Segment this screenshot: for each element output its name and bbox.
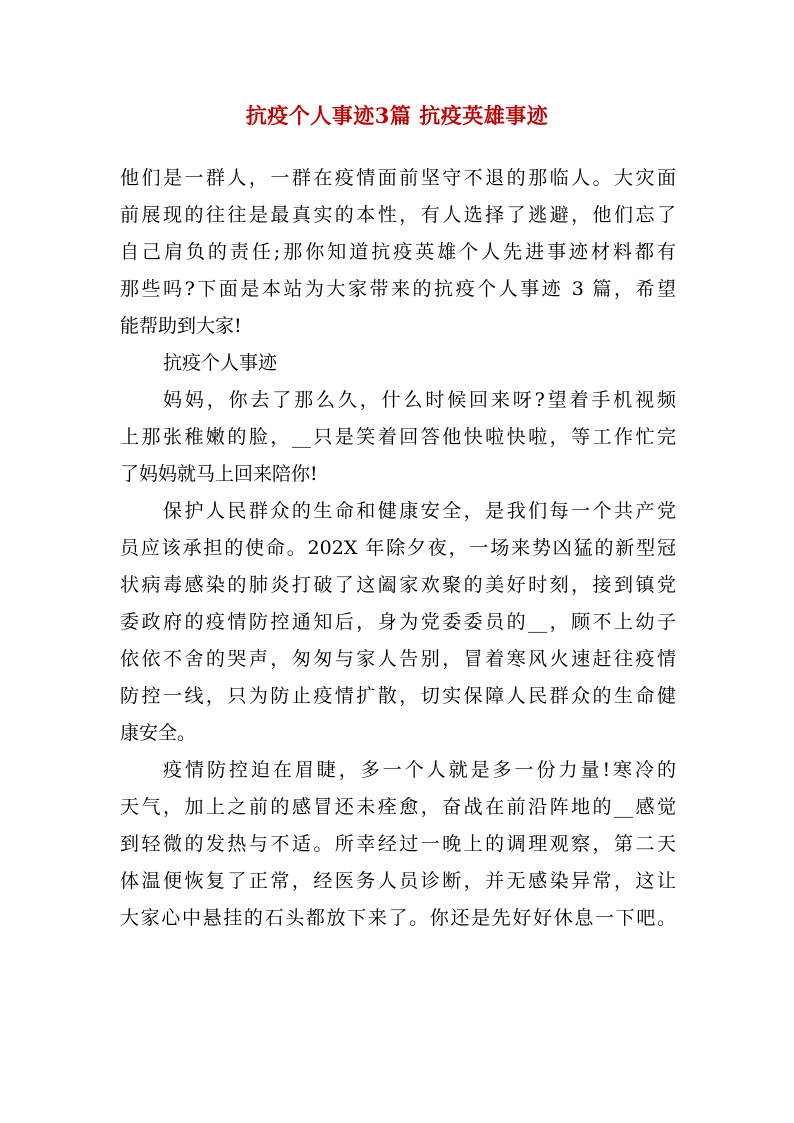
paragraph-line: 防控一线，只为防止疫情扩散，切实保障人民群众的生命健	[120, 685, 676, 707]
paragraph-line: 依依不舍的哭声，匆匆与家人告别，冒着寒风火速赶往疫情	[120, 648, 676, 670]
paragraph-line: 那些吗?下面是本站为大家带来的抗疫个人事迹 3 篇，希望	[120, 278, 676, 300]
paragraph-first-line: 抗疫个人事迹	[163, 352, 278, 374]
paragraph-line: 到轻微的发热与不适。所幸经过一晚上的调理观察，第二天	[120, 833, 676, 855]
paragraph-line: 委政府的疫情防控通知后，身为党委委员的__，顾不上幼子	[120, 611, 676, 633]
document-title: 抗疫个人事迹3篇 抗疫英雄事迹	[245, 103, 549, 128]
paragraph-line: 前展现的往往是最真实的本性，有人选择了逃避，他们忘了	[120, 204, 676, 226]
paragraph-line: 了妈妈就马上回来陪你!	[120, 463, 318, 485]
paragraph-line: 上那张稚嫩的脸，__只是笑着回答他快啦快啦，等工作忙完	[120, 426, 676, 448]
paragraph-line: 能帮助到大家!	[120, 315, 242, 337]
paragraph-line: 自己肩负的责任;那你知道抗疫英雄个人先进事迹材料都有	[120, 241, 676, 263]
paragraph-first-line: 妈妈，你去了那么久，什么时候回来呀?望着手机视频	[163, 389, 676, 411]
paragraph-line: 体温便恢复了正常，经医务人员诊断，并无感染异常，这让	[120, 870, 676, 892]
paragraph-first-line: 疫情防控迫在眉睫，多一个人就是多一份力量!寒冷的	[163, 759, 676, 781]
paragraph-line: 大家心中悬挂的石头都放下来了。你还是先好好休息一下吧。	[120, 907, 676, 929]
paragraph-line: 状病毒感染的肺炎打破了这阖家欢聚的美好时刻，接到镇党	[120, 574, 676, 596]
paragraph-line: 员应该承担的使命。202X 年除夕夜，一场来势凶猛的新型冠	[120, 537, 676, 559]
paragraph-first-line: 保护人民群众的生命和健康安全，是我们每一个共产党	[163, 500, 676, 522]
paragraph-line: 康安全。	[120, 722, 197, 744]
paragraph-line: 他们是一群人，一群在疫情面前坚守不退的那临人。大灾面	[120, 167, 676, 189]
document-body	[120, 160, 676, 937]
paragraph-line: 天气，加上之前的感冒还未痊愈，奋战在前沿阵地的__感觉	[120, 796, 676, 818]
